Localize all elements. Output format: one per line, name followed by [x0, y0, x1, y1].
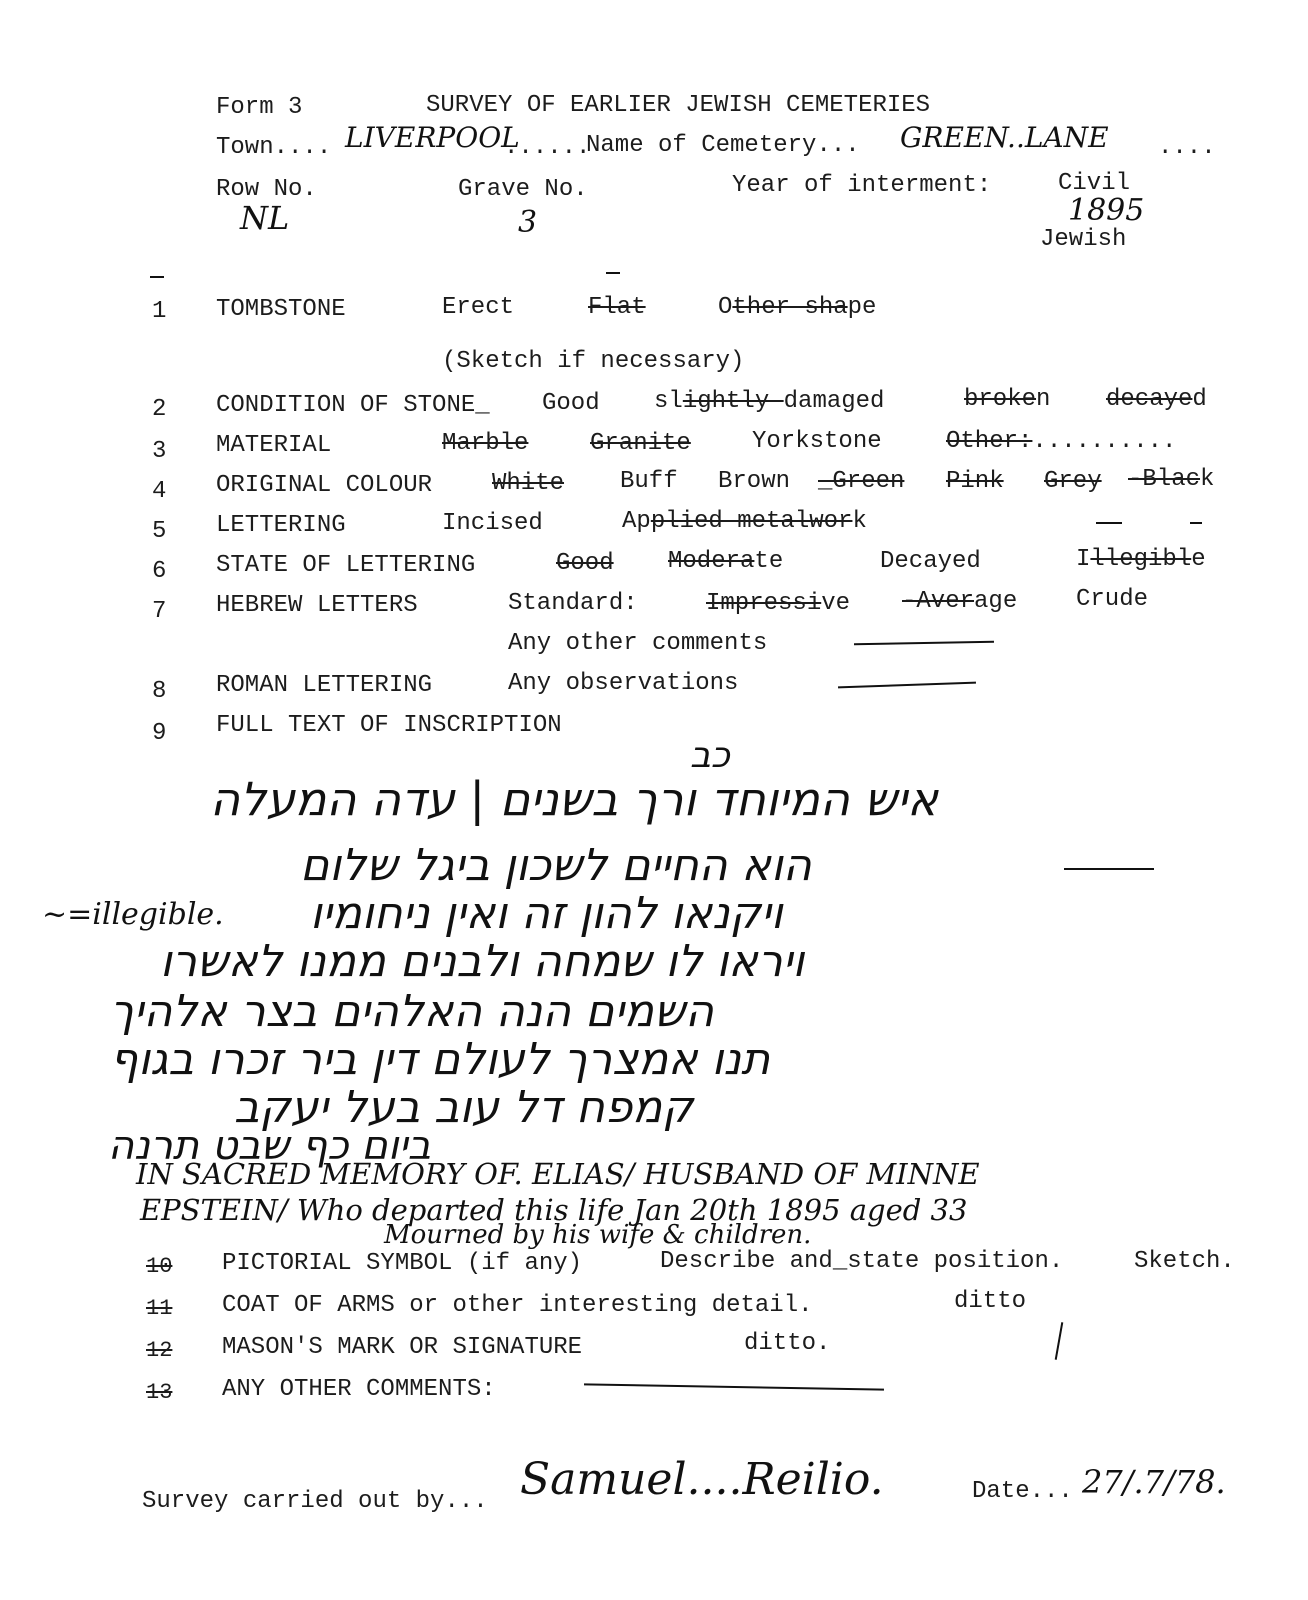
sketch-label: Sketch. — [1134, 1248, 1235, 1275]
row-label: Row No. — [216, 176, 317, 203]
material-label: MATERIAL — [216, 432, 332, 459]
hebrew-line-2: הוא החיים לשכון ביגל שלום — [300, 840, 812, 891]
tick-mark — [1190, 522, 1202, 524]
coat-of-arms-label: COAT OF ARMS or other interesting detail. — [222, 1292, 813, 1319]
hebrew-letters-label: HEBREW LETTERS — [216, 592, 418, 619]
cemetery-label: Name of Cemetery... — [586, 132, 860, 159]
item-number: 3 — [152, 438, 167, 465]
standard-label: Standard: — [508, 590, 638, 617]
illegible-note: ~=illegible. — [42, 897, 224, 932]
item-number: 11 — [146, 1296, 173, 1321]
option-brown: Brown — [718, 468, 791, 495]
tick-mark — [150, 276, 164, 278]
blank-line — [854, 641, 994, 645]
civil-value: 1895 — [1068, 193, 1145, 228]
item-number: 6 — [152, 558, 167, 585]
option-incised: Incised — [442, 510, 543, 537]
sketch-note: (Sketch if necessary) — [442, 348, 745, 375]
option-broken: broken — [964, 386, 1051, 413]
row-value: NL — [240, 199, 290, 237]
tombstone-label: TOMBSTONE — [216, 296, 346, 323]
option-decayed: decayed — [1106, 386, 1207, 413]
town-dots: ...... — [504, 134, 591, 161]
item-number: 9 — [152, 720, 167, 747]
hebrew-line-3: ויקנאו להון זה ואין ניחומיו — [310, 888, 783, 939]
blank-line — [584, 1383, 884, 1390]
english-line-1: IN SACRED MEMORY OF. ELIAS/ HUSBAND OF MINNE — [136, 1157, 980, 1191]
form-number: Form 3 — [216, 94, 303, 121]
hebrew-line-6: תנו אמצרך לעולם דין ביר זכרו בגוף — [110, 1034, 771, 1085]
hebrew-line-7: קמפח דל עוב בעל יעקב — [234, 1082, 694, 1133]
dash-mark — [1064, 868, 1154, 870]
mason-mark-label: MASON'S MARK OR SIGNATURE — [222, 1334, 583, 1361]
hebrew-annotation: כב — [690, 735, 730, 776]
option-pink: Pink — [946, 468, 1004, 495]
grave-label: Grave No. — [458, 176, 588, 203]
survey-by-label: Survey carried out by... — [142, 1488, 488, 1515]
describe-label: Describe and_state position. — [660, 1248, 1064, 1275]
condition-label: CONDITION OF STONE_ — [216, 392, 490, 419]
option-impressive: Impressive — [706, 590, 851, 617]
item-number: 8 — [152, 678, 167, 705]
jewish-label: Jewish — [1040, 226, 1127, 253]
hebrew-line-1: איש המיוחד ורך בשנים | עדה המעלה — [210, 772, 939, 826]
date-label: Date... — [972, 1478, 1073, 1505]
state-lettering-label: STATE OF LETTERING — [216, 552, 476, 579]
item-number: 13 — [146, 1380, 173, 1405]
hebrew-line-8: ביום כף שבט תרנה — [108, 1123, 431, 1169]
item-number: 7 — [152, 598, 167, 625]
lettering-label: LETTERING — [216, 512, 346, 539]
option-green: _Green — [818, 468, 905, 495]
option-granite: Granite — [590, 430, 691, 457]
option-black: -Black — [1128, 466, 1215, 493]
pen-mark — [1055, 1322, 1064, 1360]
ditto-coat: ditto — [954, 1288, 1027, 1315]
observations-label: Any observations — [508, 670, 739, 697]
date-value: 27/.7/78. — [1082, 1463, 1226, 1501]
item-number: 12 — [146, 1338, 173, 1363]
blank-line — [838, 682, 976, 689]
other-comments-label: ANY OTHER COMMENTS: — [222, 1376, 496, 1403]
ditto-mason: ditto. — [744, 1330, 831, 1357]
option-grey: Grey — [1044, 468, 1102, 495]
town-value: LIVERPOOL — [345, 121, 520, 154]
colour-label: ORIGINAL COLOUR — [216, 472, 433, 499]
option-crude: Crude — [1076, 586, 1149, 613]
option-other-shape: Other shape — [718, 294, 877, 321]
hebrew-line-5: השמים הנה האלהים בצר אלהיך — [110, 986, 714, 1037]
pictorial-label: PICTORIAL SYMBOL (if any) — [222, 1250, 583, 1277]
full-text-label: FULL TEXT OF INSCRIPTION — [216, 712, 562, 739]
roman-lettering-label: ROMAN LETTERING — [216, 672, 433, 699]
item-number: 4 — [152, 478, 167, 505]
cemetery-dots: .... — [1158, 134, 1216, 161]
year-label: Year of interment: — [732, 172, 992, 199]
option-marble: Marble — [442, 430, 529, 457]
option-yorkstone: Yorkstone — [752, 428, 882, 455]
option-illegible: Illegible — [1076, 546, 1206, 573]
option-good: Good — [542, 390, 600, 417]
surveyor-signature: Samuel....Reilio. — [520, 1454, 884, 1505]
town-label: Town.... — [216, 134, 332, 161]
option-erect: Erect — [442, 294, 515, 321]
option-buff: Buff — [620, 468, 678, 495]
item-number: 2 — [152, 396, 167, 423]
item-number: 10 — [146, 1254, 173, 1279]
option-white: White — [492, 470, 565, 497]
item-number: 5 — [152, 518, 167, 545]
option-applied-metalwork: Applied metalwork — [622, 508, 867, 535]
option-moderate: Moderate — [668, 548, 784, 575]
option-slightly-damaged: slightly damaged — [654, 388, 885, 415]
english-line-3: Mourned by his wife & children. — [384, 1220, 812, 1250]
item-number: 1 — [152, 298, 167, 325]
hebrew-line-4: ויראו לו שמחה ולבנים ממנו לאשרו — [160, 936, 805, 987]
hebrew-comments-label: Any other comments — [508, 630, 768, 657]
form-title: SURVEY OF EARLIER JEWISH CEMETERIES — [426, 92, 931, 119]
tick-mark — [1096, 522, 1122, 524]
english-line-2: EPSTEIN/ Who departed this life Jan 20th 1895 aged 33 — [140, 1193, 968, 1227]
option-other-material: Other:.......... — [946, 428, 1177, 455]
cemetery-value: GREEN..LANE — [900, 121, 1109, 154]
grave-value: 3 — [518, 205, 538, 240]
civil-label: Civil — [1058, 170, 1131, 197]
option-good-lettering: Good — [556, 550, 614, 577]
option-decayed-lettering: Decayed — [880, 548, 981, 575]
option-average: -Average — [902, 588, 1018, 615]
tick-mark — [606, 272, 620, 274]
option-flat: Flat — [588, 294, 646, 321]
